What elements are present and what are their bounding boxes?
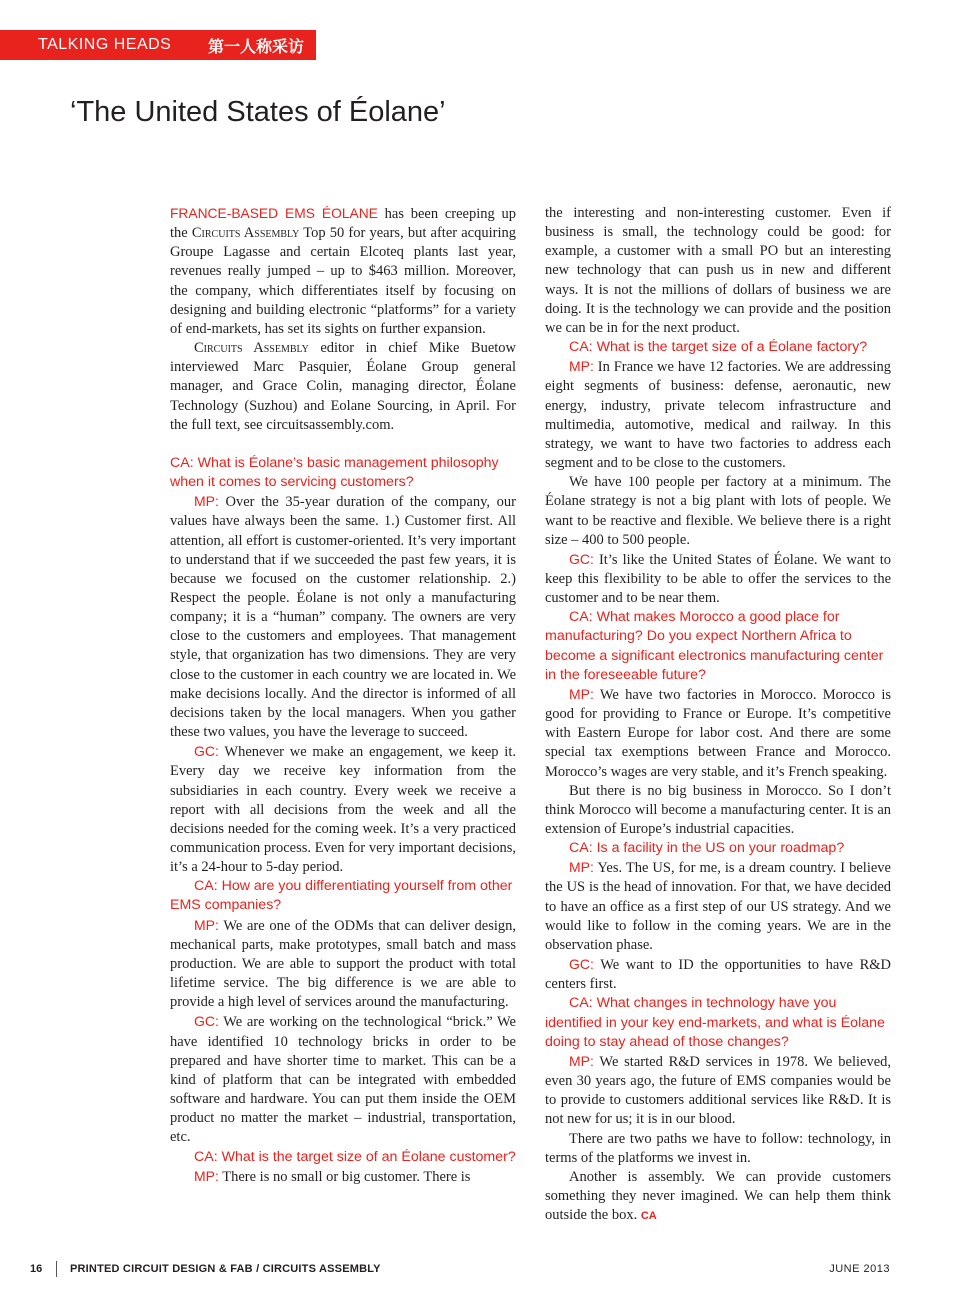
- question-5: CA: What makes Morocco a good place for manufacturing? Do you expect Northern Africa to become a significant electronics manufacturing center in the foreseeable future?: [545, 609, 884, 683]
- intro-paragraph-2: Circuits Assembly editor in chief Mike Buetow interviewed Marc Pasquier, Éolane Group general manager, and Grace Colin, managing director, Éolane Technology (Suzhou) and Eolane Sourcing, in April. For the full text, see circuitsassembly.com.: [170, 340, 517, 433]
- article-title: ‘The United States of Éolane’: [70, 96, 446, 128]
- lead-in: FRANCE-BASED EMS ÉOLANE: [170, 206, 378, 221]
- footer-divider: [56, 1261, 57, 1277]
- question-7: CA: What changes in technology have you identified in your key end-markets, and what is Éolane doing to stay ahead of those changes?: [545, 995, 885, 1050]
- intro-paragraph: FRANCE-BASED EMS ÉOLANE has been creeping up the Circuits Assembly Top 50 for years, but after acquiring Groupe Lagasse and certain Elcoteq plants last year, revenues really jumped – up to $463 million. Moreover, the company, which differentiates itself by focusing on designing and building electronic “platforms” for a variety of end-markets, has set its sights on further expansion.: [170, 206, 516, 337]
- answer-6-mp: MP: Yes. The US, for me, is a dream country. I believe the US is the head of innovation. For that, we have decided to have an office as a first step of our US strategy. And we would like to follow in the coming years. We are in the observation phase.: [545, 859, 891, 953]
- answer-1-mp: MP: Over the 35-year duration of the company, our values have always been the same. 1.) Customer first. All attention, all effort is customer-oriented. It’s very important to understand that if we succeeded the past few years, it is because we focused on the customer relationship. 2.) Respect the people. Éolane is not only a manufacturing company; it is a “human” company. The owners are very close to the customers and employees. That management style, that organization has two dimensions. They are very close to the customer in each country we are located in. We make decisions locally. And the director is informed of all decisions taken by the local managers. When you gather these two values, you have the leverage to succeed.: [170, 493, 516, 741]
- answer-4-gc: GC: It’s like the United States of Éolane. We want to keep this flexibility to be able to offer the services to the customer and to be near them.: [545, 550, 891, 607]
- answer-1-gc: GC: Whenever we make an engagement, we keep it. Every day we receive key information from the subsidiaries in each country. Every week we receive a report with all decisions from the week and all the decisions needed for the coming week. It’s a very practiced communication process. Even for very important decisions, it’s a 24-hour to 5-day period.: [170, 743, 516, 876]
- answer-5-paragraph: But there is no big business in Morocco. So I don’t think Morocco will become a manufacturing center. It is an extension of Europe’s industrial capacities.: [545, 782, 891, 837]
- column-right: [545, 204, 891, 1226]
- section-label: TALKING HEADS: [38, 36, 172, 53]
- answer-6-gc: GC: We want to ID the opportunities to have R&D centers first.: [545, 956, 891, 993]
- section-banner: [0, 30, 316, 60]
- page-number: 16: [30, 1263, 43, 1275]
- publication-name: PRINTED CIRCUIT DESIGN & FAB / CIRCUITS ASSEMBLY: [70, 1263, 381, 1275]
- end-mark: CA: [640, 1210, 657, 1223]
- answer-3-mp: MP: There is no small or big customer. There is: [194, 1167, 471, 1185]
- answer-4-mp: MP: In France we have 12 factories. We are addressing eight segments of business: defense, aeronautic, new energy, industry, private telecom infrastructure and multimedia, automotive, medical and railway. In this strategy, we want to have two factories to address each segment and to be close to the customers.: [545, 358, 891, 472]
- answer-7-mp: MP: We started R&D services in 1978. We believed, even 30 years ago, the future of EMS companies would be to provide to customers additional services like R&D. It is not new for us; it is in our blood.: [545, 1052, 891, 1128]
- answer-2-mp: MP: We are one of the ODMs that can deliver design, mechanical parts, make prototypes, small batch and mass production. We are able to support the product with total lifetime service. The big difference is we are able to provide a high level of services around the manufacturing.: [170, 916, 516, 1011]
- question-2: CA: How are you differentiating yourself from other EMS companies?: [170, 878, 513, 914]
- magazine-name: Circuits Assembly: [191, 225, 300, 242]
- answer-5-mp: MP: We have two factories in Morocco. Morocco is good for providing to France or Europe. It’s competitive with Eastern Europe for labor cost. And there are some special tax exemptions between France and Morocco. Morocco’s wages are very stable, and it’s French speaking.: [545, 685, 891, 780]
- page-footer: [0, 1263, 960, 1277]
- answer-7-paragraph-3: Another is assembly. We can provide customers something they never imagined. We can help them think outside the box. CA: [545, 1168, 891, 1224]
- section-label-chinese: 第一人称采访: [208, 37, 305, 56]
- question-4: CA: What is the target size of a Éolane factory?: [569, 339, 868, 356]
- answer-3-continued: the interesting and non-interesting customer. Even if business is small, the technology could be good: for example, a customer with a small PO but an interesting new technology that can push us in new and different ways. It is not the millions of dollars of business we are doing. It is the technology we can provide and the position we can be in for the next product.: [545, 205, 891, 336]
- question-6: CA: Is a facility in the US on your roadmap?: [569, 840, 845, 857]
- answer-4-paragraph: We have 100 people per factory at a minimum. The Éolane strategy is not a big plant with lots of people. We want to be reactive and flexible. We believe there is a right size – 400 to 500 people.: [545, 474, 891, 548]
- question-3: CA: What is the target size of an Éolane customer?: [194, 1148, 516, 1165]
- issue-date: JUNE 2013: [829, 1263, 890, 1275]
- answer-2-gc: GC: We are working on the technological “brick.” We have identified 10 technology bricks in order to be prepared and have shorter time to market. This can be a kind of platform that can be integrated with embedded software and hardware. You can put them inside the OEM product no matter the market – industrial, transportation, etc.: [170, 1013, 516, 1146]
- column-left: [170, 204, 516, 1187]
- answer-7-paragraph-2: There are two paths we have to follow: technology, in terms of the platforms we invest in.: [545, 1130, 891, 1166]
- question-1: CA: What is Éolane’s basic management philosophy when it comes to servicing customers?: [170, 454, 499, 491]
